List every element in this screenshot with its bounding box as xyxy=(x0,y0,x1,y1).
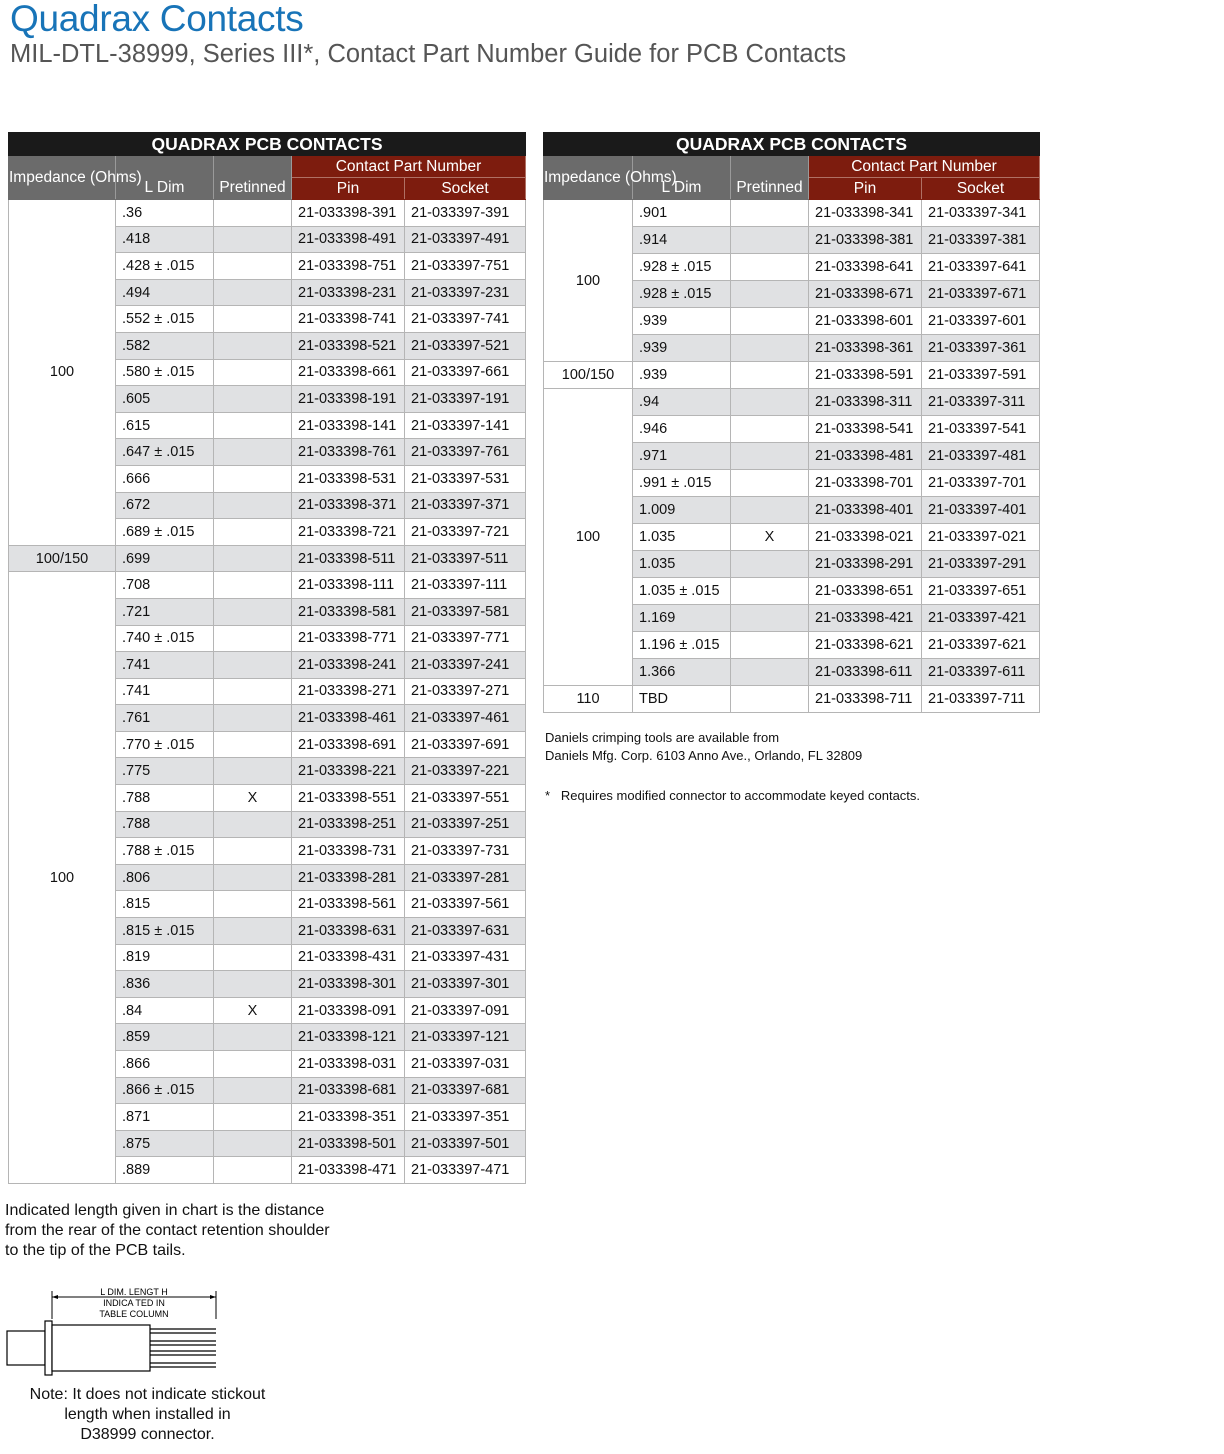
diagram-label-line3: TABLE COLUMN xyxy=(99,1309,169,1319)
ldim-cell: .875 xyxy=(116,1130,214,1157)
pin-part-cell: 21-033398-581 xyxy=(292,598,405,625)
socket-part-cell: 21-033397-341 xyxy=(922,200,1040,227)
ldim-cell: 1.035 xyxy=(633,524,731,551)
ldim-cell: 1.169 xyxy=(633,605,731,632)
pretinned-cell xyxy=(731,227,809,254)
diagram-label-line2: INDICA TED IN xyxy=(103,1298,165,1308)
ldim-cell: TBD xyxy=(633,686,731,713)
socket-part-cell: 21-033397-591 xyxy=(922,362,1040,389)
ldim-cell: .689 ± .015 xyxy=(116,519,214,546)
pretinned-cell xyxy=(214,279,292,306)
pin-part-cell: 21-033398-661 xyxy=(292,359,405,386)
impedance-cell: 100 xyxy=(9,572,116,1184)
pin-part-cell: 21-033398-501 xyxy=(292,1130,405,1157)
pin-part-cell: 21-033398-241 xyxy=(292,652,405,679)
pin-part-cell: 21-033398-641 xyxy=(809,254,922,281)
ldim-cell: .806 xyxy=(116,864,214,891)
ldim-cell: .740 ± .015 xyxy=(116,625,214,652)
table-row xyxy=(9,545,526,572)
pretinned-cell xyxy=(731,443,809,470)
daniels-note-line1: Daniels crimping tools are available from xyxy=(545,730,780,745)
pin-part-cell: 21-033398-421 xyxy=(809,605,922,632)
pretinned-cell xyxy=(214,253,292,280)
socket-part-cell: 21-033397-091 xyxy=(405,997,526,1024)
pin-part-cell: 21-033398-721 xyxy=(292,519,405,546)
pretinned-cell xyxy=(731,578,809,605)
ldim-cell: .928 ± .015 xyxy=(633,281,731,308)
socket-part-cell: 21-033397-531 xyxy=(405,465,526,492)
pin-part-cell: 21-033398-731 xyxy=(292,838,405,865)
pretinned-cell xyxy=(214,1104,292,1131)
pretinned-cell xyxy=(731,497,809,524)
socket-part-cell: 21-033397-751 xyxy=(405,253,526,280)
pin-part-cell: 21-033398-541 xyxy=(809,416,922,443)
pretinned-cell xyxy=(731,254,809,281)
socket-part-cell: 21-033397-551 xyxy=(405,785,526,812)
socket-part-cell: 21-033397-611 xyxy=(922,659,1040,686)
socket-part-cell: 21-033397-691 xyxy=(405,731,526,758)
socket-part-cell: 21-033397-621 xyxy=(922,632,1040,659)
ldim-cell: 1.035 ± .015 xyxy=(633,578,731,605)
pretinned-cell xyxy=(214,705,292,732)
length-note xyxy=(5,1201,330,1261)
pin-part-cell: 21-033398-021 xyxy=(809,524,922,551)
pretinned-cell xyxy=(731,686,809,713)
right-contacts-table xyxy=(543,132,1040,713)
socket-part-cell: 21-033397-711 xyxy=(922,686,1040,713)
pin-part-cell: 21-033398-471 xyxy=(292,1157,405,1184)
pretinned-cell xyxy=(731,416,809,443)
pin-part-cell: 21-033398-511 xyxy=(292,545,405,572)
socket-part-cell: 21-033397-681 xyxy=(405,1077,526,1104)
daniels-note xyxy=(545,729,862,765)
pin-part-cell: 21-033398-741 xyxy=(292,306,405,333)
pin-part-cell: 21-033398-491 xyxy=(292,226,405,253)
footnote: * Requires modified connector to accommodate keyed contacts. xyxy=(545,788,921,803)
impedance-header xyxy=(544,156,677,200)
pin-part-cell: 21-033398-751 xyxy=(292,253,405,280)
ldim-cell: .666 xyxy=(116,465,214,492)
ldim-cell: 1.366 xyxy=(633,659,731,686)
impedance-header-label: Impedance (Ohms) xyxy=(544,168,677,186)
pretinned-cell xyxy=(214,332,292,359)
ldim-cell: .939 xyxy=(633,308,731,335)
pretinned-cell xyxy=(214,492,292,519)
ldim-cell: .36 xyxy=(116,200,214,227)
socket-part-cell: 21-033397-581 xyxy=(405,598,526,625)
pin-part-cell: 21-033398-671 xyxy=(809,281,922,308)
socket-part-cell: 21-033397-351 xyxy=(405,1104,526,1131)
socket-part-cell: 21-033397-481 xyxy=(922,443,1040,470)
socket-part-cell: 21-033397-561 xyxy=(405,891,526,918)
pretinned-cell xyxy=(731,659,809,686)
ldim-cell: .815 ± .015 xyxy=(116,918,214,945)
socket-part-cell: 21-033397-361 xyxy=(922,335,1040,362)
ldim-cell: .901 xyxy=(633,200,731,227)
pin-part-cell: 21-033398-341 xyxy=(809,200,922,227)
table-row xyxy=(9,572,526,599)
ldim-cell: .580 ± .015 xyxy=(116,359,214,386)
pretinned-cell xyxy=(731,470,809,497)
ldim-cell: .699 xyxy=(116,545,214,572)
ldim-header: L Dim xyxy=(633,156,731,200)
ldim-cell: .672 xyxy=(116,492,214,519)
ldim-cell: 1.009 xyxy=(633,497,731,524)
daniels-note-line2: Daniels Mfg. Corp. 6103 Anno Ave., Orlando, FL 32809 xyxy=(545,748,863,763)
socket-part-cell: 21-033397-761 xyxy=(405,439,526,466)
ldim-cell: .866 xyxy=(116,1051,214,1078)
socket-part-cell: 21-033397-191 xyxy=(405,386,526,413)
length-note-line1: Indicated length given in chart is the distance xyxy=(5,1202,325,1219)
pretinned-cell xyxy=(214,625,292,652)
pretinned-cell: X xyxy=(731,524,809,551)
pretinned-cell xyxy=(731,281,809,308)
socket-part-cell: 21-033397-521 xyxy=(405,332,526,359)
ldim-cell: .770 ± .015 xyxy=(116,731,214,758)
socket-part-cell: 21-033397-021 xyxy=(922,524,1040,551)
pretinned-header: Pretinned xyxy=(214,156,292,200)
left-contacts-table xyxy=(8,132,526,1184)
socket-part-cell: 21-033397-391 xyxy=(405,200,526,227)
pretinned-cell xyxy=(731,605,809,632)
caption-line3: D38999 connector. xyxy=(80,1426,215,1443)
ldim-cell: .552 ± .015 xyxy=(116,306,214,333)
ldim-cell: .971 xyxy=(633,443,731,470)
pretinned-cell xyxy=(214,545,292,572)
pin-part-cell: 21-033398-621 xyxy=(809,632,922,659)
table-title: QUADRAX PCB CONTACTS xyxy=(9,133,526,156)
pin-part-cell: 21-033398-351 xyxy=(292,1104,405,1131)
socket-part-cell: 21-033397-141 xyxy=(405,412,526,439)
pretinned-cell xyxy=(214,412,292,439)
socket-part-cell: 21-033397-291 xyxy=(922,551,1040,578)
pin-part-cell: 21-033398-631 xyxy=(292,918,405,945)
impedance-cell: 110 xyxy=(544,686,633,713)
ldim-cell: .84 xyxy=(116,997,214,1024)
socket-part-cell: 21-033397-221 xyxy=(405,758,526,785)
ldim-cell: .836 xyxy=(116,971,214,998)
table-title: QUADRAX PCB CONTACTS xyxy=(544,133,1040,156)
socket-part-cell: 21-033397-371 xyxy=(405,492,526,519)
pretinned-cell xyxy=(731,632,809,659)
pretinned-cell xyxy=(214,891,292,918)
ldim-cell: .775 xyxy=(116,758,214,785)
pretinned-cell xyxy=(214,864,292,891)
pretinned-header: Pretinned xyxy=(731,156,809,200)
pretinned-cell xyxy=(214,1051,292,1078)
pin-part-cell: 21-033398-401 xyxy=(809,497,922,524)
socket-part-cell: 21-033397-301 xyxy=(405,971,526,998)
pretinned-cell xyxy=(731,551,809,578)
pretinned-cell xyxy=(214,811,292,838)
table-row xyxy=(544,200,1040,227)
pretinned-cell xyxy=(214,439,292,466)
ldim-cell: .788 ± .015 xyxy=(116,838,214,865)
ldim-cell: .582 xyxy=(116,332,214,359)
caption-line1: Note: It does not indicate stickout xyxy=(29,1386,266,1403)
pin-part-cell: 21-033398-301 xyxy=(292,971,405,998)
pretinned-cell xyxy=(214,944,292,971)
impedance-header xyxy=(9,156,142,200)
ldim-header: L Dim xyxy=(116,156,214,200)
diagram-label-line1: L DIM. LENGT H xyxy=(100,1287,168,1297)
impedance-header-label: Impedance (Ohms) xyxy=(9,168,142,186)
ldim-cell: .647 ± .015 xyxy=(116,439,214,466)
pin-part-cell: 21-033398-311 xyxy=(809,389,922,416)
socket-part-cell: 21-033397-421 xyxy=(922,605,1040,632)
pretinned-cell xyxy=(214,1157,292,1184)
ldim-cell: .788 xyxy=(116,811,214,838)
socket-part-cell: 21-033397-671 xyxy=(922,281,1040,308)
pin-part-cell: 21-033398-251 xyxy=(292,811,405,838)
pin-part-cell: 21-033398-191 xyxy=(292,386,405,413)
contact-part-number-header: Contact Part Number xyxy=(292,156,526,178)
pretinned-cell xyxy=(214,465,292,492)
pretinned-cell xyxy=(214,758,292,785)
pin-part-cell: 21-033398-281 xyxy=(292,864,405,891)
ldim-cell: .889 xyxy=(116,1157,214,1184)
ldim-cell: .928 ± .015 xyxy=(633,254,731,281)
impedance-cell: 100 xyxy=(544,200,633,362)
ldim-cell: .94 xyxy=(633,389,731,416)
pretinned-cell xyxy=(214,971,292,998)
ldim-cell: .991 ± .015 xyxy=(633,470,731,497)
pin-part-cell: 21-033398-391 xyxy=(292,200,405,227)
ldim-cell: .871 xyxy=(116,1104,214,1131)
ldim-cell: .788 xyxy=(116,785,214,812)
pin-part-cell: 21-033398-651 xyxy=(809,578,922,605)
pin-part-cell: 21-033398-601 xyxy=(809,308,922,335)
socket-part-cell: 21-033397-641 xyxy=(922,254,1040,281)
pin-part-cell: 21-033398-381 xyxy=(809,227,922,254)
socket-part-cell: 21-033397-731 xyxy=(405,838,526,865)
ldim-cell: .866 ± .015 xyxy=(116,1077,214,1104)
socket-part-cell: 21-033397-381 xyxy=(922,227,1040,254)
pin-part-cell: 21-033398-371 xyxy=(292,492,405,519)
caption-line2: length when installed in xyxy=(64,1406,231,1423)
socket-part-cell: 21-033397-281 xyxy=(405,864,526,891)
socket-part-cell: 21-033397-121 xyxy=(405,1024,526,1051)
pretinned-cell xyxy=(731,308,809,335)
pin-part-cell: 21-033398-031 xyxy=(292,1051,405,1078)
pin-part-cell: 21-033398-271 xyxy=(292,678,405,705)
pin-part-cell: 21-033398-231 xyxy=(292,279,405,306)
pretinned-cell xyxy=(214,1077,292,1104)
socket-part-cell: 21-033397-251 xyxy=(405,811,526,838)
pin-part-cell: 21-033398-431 xyxy=(292,944,405,971)
pin-part-cell: 21-033398-761 xyxy=(292,439,405,466)
pin-part-cell: 21-033398-681 xyxy=(292,1077,405,1104)
pin-part-cell: 21-033398-561 xyxy=(292,891,405,918)
table-row xyxy=(9,200,526,227)
socket-header: Socket xyxy=(922,178,1040,200)
ldim-cell: 1.196 ± .015 xyxy=(633,632,731,659)
socket-header: Socket xyxy=(405,178,526,200)
ldim-cell: .418 xyxy=(116,226,214,253)
pretinned-cell xyxy=(214,598,292,625)
socket-part-cell: 21-033397-231 xyxy=(405,279,526,306)
pretinned-cell xyxy=(214,519,292,546)
pretinned-cell xyxy=(214,678,292,705)
ldim-cell: .428 ± .015 xyxy=(116,253,214,280)
pretinned-cell xyxy=(214,226,292,253)
pretinned-cell xyxy=(214,918,292,945)
socket-part-cell: 21-033397-741 xyxy=(405,306,526,333)
ldim-cell: .939 xyxy=(633,335,731,362)
pretinned-cell xyxy=(214,386,292,413)
ldim-cell: .914 xyxy=(633,227,731,254)
pin-part-cell: 21-033398-221 xyxy=(292,758,405,785)
impedance-cell: 100 xyxy=(544,389,633,686)
contact-drawing xyxy=(5,1285,225,1375)
socket-part-cell: 21-033397-241 xyxy=(405,652,526,679)
table-row xyxy=(544,686,1040,713)
ldim-cell: .615 xyxy=(116,412,214,439)
socket-part-cell: 21-033397-661 xyxy=(405,359,526,386)
pin-part-cell: 21-033398-141 xyxy=(292,412,405,439)
ldim-cell: .708 xyxy=(116,572,214,599)
socket-part-cell: 21-033397-461 xyxy=(405,705,526,732)
socket-part-cell: 21-033397-491 xyxy=(405,226,526,253)
pretinned-cell xyxy=(731,200,809,227)
pretinned-cell xyxy=(214,200,292,227)
socket-part-cell: 21-033397-111 xyxy=(405,572,526,599)
socket-part-cell: 21-033397-541 xyxy=(922,416,1040,443)
socket-part-cell: 21-033397-401 xyxy=(922,497,1040,524)
socket-part-cell: 21-033397-651 xyxy=(922,578,1040,605)
contact-diagram xyxy=(5,1285,225,1375)
socket-part-cell: 21-033397-311 xyxy=(922,389,1040,416)
pin-part-cell: 21-033398-461 xyxy=(292,705,405,732)
pretinned-cell xyxy=(214,731,292,758)
pin-part-cell: 21-033398-551 xyxy=(292,785,405,812)
pretinned-cell xyxy=(214,1024,292,1051)
ldim-cell: .819 xyxy=(116,944,214,971)
ldim-cell: .815 xyxy=(116,891,214,918)
table-row xyxy=(544,362,1040,389)
ldim-cell: .741 xyxy=(116,678,214,705)
ldim-cell: .859 xyxy=(116,1024,214,1051)
socket-part-cell: 21-033397-431 xyxy=(405,944,526,971)
pin-part-cell: 21-033398-091 xyxy=(292,997,405,1024)
socket-part-cell: 21-033397-721 xyxy=(405,519,526,546)
pretinned-cell xyxy=(214,572,292,599)
ldim-cell: .605 xyxy=(116,386,214,413)
pin-part-cell: 21-033398-121 xyxy=(292,1024,405,1051)
ldim-cell: .721 xyxy=(116,598,214,625)
ldim-cell: .761 xyxy=(116,705,214,732)
diagram-caption xyxy=(5,1385,290,1445)
impedance-cell: 100 xyxy=(9,200,116,546)
pretinned-cell: X xyxy=(214,997,292,1024)
socket-part-cell: 21-033397-031 xyxy=(405,1051,526,1078)
pin-part-cell: 21-033398-771 xyxy=(292,625,405,652)
page-title: Quadrax Contacts xyxy=(10,0,304,39)
ldim-cell: .939 xyxy=(633,362,731,389)
pin-part-cell: 21-033398-691 xyxy=(292,731,405,758)
pin-part-cell: 21-033398-711 xyxy=(809,686,922,713)
socket-part-cell: 21-033397-501 xyxy=(405,1130,526,1157)
pin-header: Pin xyxy=(809,178,922,200)
socket-part-cell: 21-033397-631 xyxy=(405,918,526,945)
pin-part-cell: 21-033398-481 xyxy=(809,443,922,470)
table-row xyxy=(544,389,1040,416)
pretinned-cell xyxy=(731,362,809,389)
ldim-cell: .946 xyxy=(633,416,731,443)
contact-part-number-header: Contact Part Number xyxy=(809,156,1040,178)
socket-part-cell: 21-033397-471 xyxy=(405,1157,526,1184)
pretinned-cell xyxy=(731,389,809,416)
socket-part-cell: 21-033397-271 xyxy=(405,678,526,705)
socket-part-cell: 21-033397-771 xyxy=(405,625,526,652)
pretinned-cell xyxy=(214,306,292,333)
pin-part-cell: 21-033398-591 xyxy=(809,362,922,389)
page-subtitle: MIL-DTL-38999, Series III*, Contact Part Number Guide for PCB Contacts xyxy=(10,40,847,68)
ldim-cell: 1.035 xyxy=(633,551,731,578)
pin-part-cell: 21-033398-361 xyxy=(809,335,922,362)
pretinned-cell xyxy=(214,359,292,386)
pin-header: Pin xyxy=(292,178,405,200)
pin-part-cell: 21-033398-611 xyxy=(809,659,922,686)
pin-part-cell: 21-033398-111 xyxy=(292,572,405,599)
pretinned-cell xyxy=(214,1130,292,1157)
pretinned-cell xyxy=(214,652,292,679)
length-note-line2: from the rear of the contact retention shoulder xyxy=(5,1222,330,1239)
pin-part-cell: 21-033398-291 xyxy=(809,551,922,578)
pin-part-cell: 21-033398-521 xyxy=(292,332,405,359)
ldim-cell: .494 xyxy=(116,279,214,306)
impedance-cell: 100/150 xyxy=(9,545,116,572)
ldim-cell: .741 xyxy=(116,652,214,679)
socket-part-cell: 21-033397-701 xyxy=(922,470,1040,497)
length-note-line3: to the tip of the PCB tails. xyxy=(5,1242,186,1259)
socket-part-cell: 21-033397-601 xyxy=(922,308,1040,335)
pin-part-cell: 21-033398-531 xyxy=(292,465,405,492)
impedance-cell: 100/150 xyxy=(544,362,633,389)
pretinned-cell: X xyxy=(214,785,292,812)
pin-part-cell: 21-033398-701 xyxy=(809,470,922,497)
socket-part-cell: 21-033397-511 xyxy=(405,545,526,572)
pretinned-cell xyxy=(214,838,292,865)
pretinned-cell xyxy=(731,335,809,362)
